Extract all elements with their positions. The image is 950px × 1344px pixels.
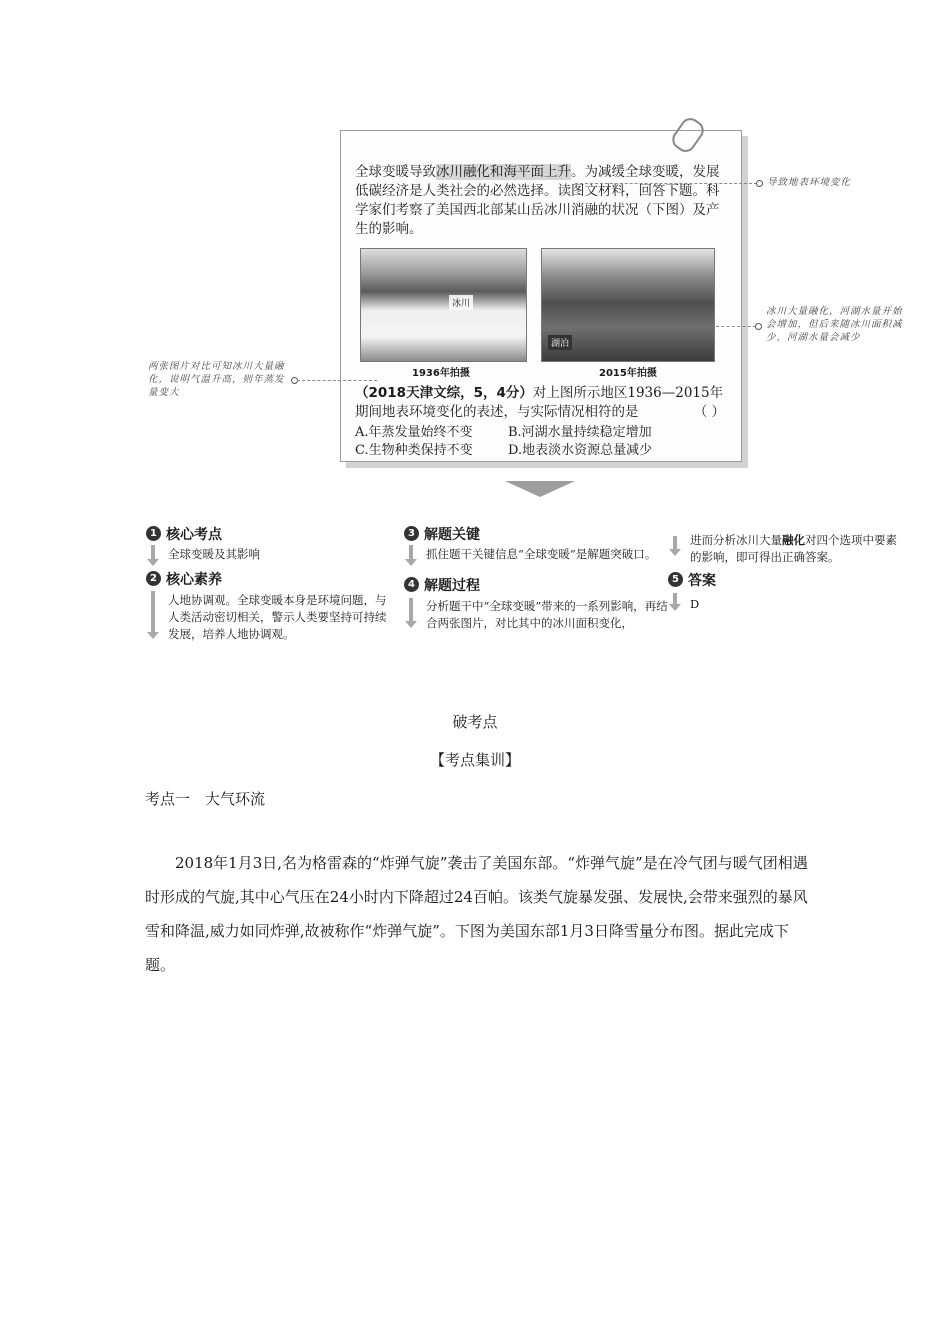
exam-point-heading: 考点一 大气环流 (145, 790, 266, 808)
option-d: D.地表淡水资源总量减少 (508, 443, 653, 458)
step-body-process: 分析题干中“全球变暖”带来的一系列影响，再结合两张图片，对比其中的冰川面积变化， (426, 599, 668, 630)
step-arrow-icon (673, 593, 677, 605)
step-number-1: 1 (146, 526, 161, 541)
photo-caption-1936: 1936年拍摄 (412, 368, 470, 379)
section-title: 破考点 (452, 713, 498, 731)
leader-line-right-top (575, 183, 757, 184)
step-body-core-point: 全球变暖及其影响 (168, 547, 260, 561)
leader-line-right-mid (716, 326, 756, 327)
photo-label-lake: 湖泊 (548, 335, 572, 350)
question-source: （2018天津文综，5，4分） (355, 385, 533, 401)
process-cont-end: 对四个选项中要素的影响，即可得出正确答案。 (690, 533, 897, 564)
down-arrow-icon (505, 481, 575, 497)
intro-highlight: 冰川融化和海平面上升 (436, 164, 571, 180)
question-text: 对上图所示地区1936—2015年期间地表环境变化的表述，与实际情况相符的是 (355, 385, 724, 420)
step-number-2: 2 (146, 571, 161, 586)
photo-caption-2015: 2015年拍摄 (599, 368, 657, 379)
step-arrow-icon (409, 598, 413, 622)
leader-line-left (297, 380, 377, 381)
step-number-4: 4 (404, 577, 419, 592)
process-cont-start: 进而分析冰川大量 (690, 533, 782, 547)
step-body-process-cont (690, 532, 900, 566)
step-arrow-icon (409, 545, 413, 560)
step-body-core-literacy: 人地协调观。全球变暖本身是环境问题，与人类活动密切相关，警示人类要坚持可持续发展，培养人地协调观。 (168, 593, 387, 641)
glacier-photo-1936 (360, 248, 527, 362)
step-title-answer: 答案 (688, 573, 716, 589)
intro-text-end: 。为减缓全球变暖，发展低碳经济是人类社会的必然选择。读图文材料，回答下题。科学家们考察了美国西北部某山岳冰川消融的状况（下图）及产生的影响。 (355, 164, 720, 237)
note-right-mid: 冰川大量融化，河湖水量开始会增加，但后来随冰川面积减少，河湖水量会减少 (766, 306, 903, 343)
intro-text-start: 全球变暖导致 (355, 164, 436, 180)
photo-label-glacier: 冰川 (449, 295, 473, 310)
note-left: 两张图片对比可知冰川大量融化，说明气温升高，则年蒸发量变大 (148, 361, 285, 398)
process-cont-bold: 融化 (782, 533, 805, 547)
leader-dot-icon (755, 323, 762, 330)
step-number-3: 3 (404, 526, 419, 541)
card-intro (355, 163, 725, 239)
glacier-photo-2015 (541, 248, 715, 362)
step-arrow-icon (151, 545, 155, 560)
step-arrow-icon (673, 536, 677, 550)
option-b: B.河湖水量持续稳定增加 (508, 425, 652, 440)
option-a: A.年蒸发量始终不变 (355, 425, 473, 440)
note-right-top: 导致地表环境变化 (767, 177, 852, 188)
answer-paren: （ ） (693, 404, 725, 420)
question-stem (355, 384, 725, 422)
step-title-core-literacy: 核心素养 (166, 572, 222, 588)
body-paragraph: 2018年1月3日,名为格雷森的“炸弹气旋”袭击了美国东部。“炸弹气旋”是在冷气团与暖气团相遇时形成的气旋,其中心气压在24小时内下降超过24百帕。该类气旋暴发强、发展快,会带来强烈的暴风雪和降温,威力如同炸弹,故被称作“炸弹气旋”。下图为美国东部1月3日降雪量分布图。据此完成下题。 (145, 854, 808, 974)
step-arrow-icon (151, 591, 155, 633)
section-subtitle: 【考点集训】 (429, 751, 520, 769)
leader-dot-icon (756, 180, 763, 187)
step-title-core-point: 核心考点 (166, 527, 222, 543)
step-title-key: 解题关键 (424, 527, 480, 543)
step-number-5: 5 (668, 572, 683, 587)
step-body-answer: D (690, 597, 700, 611)
step-body-key: 抓住题干关键信息“全球变暖”是解题突破口。 (426, 547, 657, 561)
step-title-process: 解题过程 (424, 578, 480, 594)
option-c: C.生物种类保持不变 (355, 443, 473, 458)
